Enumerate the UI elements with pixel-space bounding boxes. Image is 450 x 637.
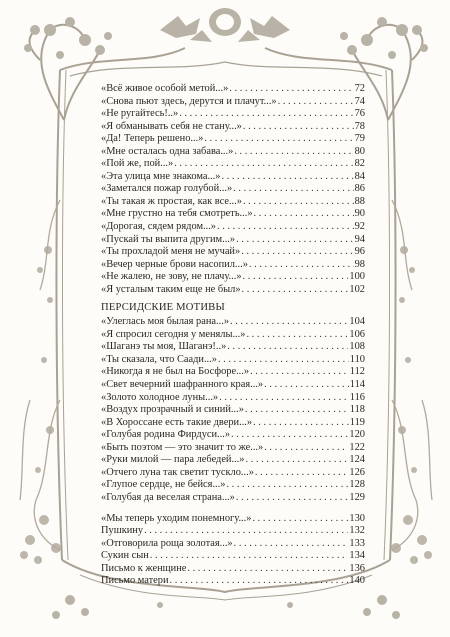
toc-block-2: [101, 316, 365, 504]
table-of-contents: [101, 83, 365, 588]
toc-entry: «Быть поэтом — это значит то же...» . . . 122: [101, 442, 365, 455]
top-ornament: [160, 8, 290, 42]
toc-entry: «Воздух прозрачный и синий...» . . . 118: [101, 404, 365, 417]
toc-entry: «Ты сказала, что Саади...» . . . 110: [101, 354, 365, 367]
toc-entry: «Золото холодное луны...» . . . 116: [101, 392, 365, 405]
toc-entry: «Да! Теперь решено...» . . . 79: [101, 133, 365, 146]
toc-entry: «Вечер черные брови насопил...» . . . 98: [101, 259, 365, 272]
section-heading: ПЕРСИДСКИЕ МОТИВЫ: [101, 302, 225, 314]
toc-entry: «Снова пьют здесь, дерутся и плачут...» . . . 74: [101, 96, 365, 109]
toc-entry: «Дорогая, сядем рядом...» . . . 92: [101, 221, 365, 234]
toc-entry: «Отчего луна так светит тускло...» . . . 126: [101, 467, 365, 480]
toc-entry: «Отговорила роща золотая...» . . . 133: [101, 538, 365, 551]
toc-entry: «Мы теперь уходим понемногу...» . . . 130: [101, 513, 365, 526]
toc-entry: Письмо матери . . . 140: [101, 575, 365, 588]
toc-block-1: [101, 83, 365, 296]
toc-entry: «Не жалею, не зову, не плачу...» . . . 100: [101, 271, 365, 284]
toc-entry: «Голубая да веселая страна...» . . . 129: [101, 492, 365, 505]
toc-entry: Сукин сын . . . 134: [101, 550, 365, 563]
toc-entry: «Никогда я не был на Босфоре...» . . . 112: [101, 366, 365, 379]
toc-entry: «Я обманывать себя не стану...» . . . 78: [101, 121, 365, 134]
toc-entry: «Заметался пожар голубой...» . . . 86: [101, 183, 365, 196]
toc-entry: «Всё живое особой метой...» . . . 72: [101, 83, 365, 96]
toc-entry: «Ты такая ж простая, как все...» . . . 88: [101, 196, 365, 209]
toc-entry: «Пой же, пой...» . . . 82: [101, 158, 365, 171]
toc-entry: «Ты прохладой меня не мучай» . . . 96: [101, 246, 365, 259]
toc-entry: «Голубая родина Фирдуси...» . . . 120: [101, 429, 365, 442]
toc-entry: «Мне осталась одна забава...» . . . 80: [101, 146, 365, 159]
toc-entry: «Эта улица мне знакома...» . . . 84: [101, 171, 365, 184]
toc-entry: «Шаганэ ты моя, Шаганэ!..» . . . 108: [101, 341, 365, 354]
toc-entry: Письмо к женщине . . . 136: [101, 563, 365, 576]
toc-entry: Пушкину . . . 132: [101, 525, 365, 538]
toc-entry: «Свет вечерний шафранного края...» . . . 114: [101, 379, 365, 392]
toc-entry: «Руки милой — пара лебедей...» . . . 124: [101, 454, 365, 467]
toc-entry: «Пускай ты выпита другим...» . . . 94: [101, 234, 365, 247]
toc-entry: «Не ругайтесь!..» . . . 76: [101, 108, 365, 121]
toc-entry: «Мне грустно на тебя смотреть...» . . . 90: [101, 208, 365, 221]
toc-block-3: [101, 513, 365, 588]
toc-entry: «Я усталым таким еще не был» . . . 102: [101, 284, 365, 297]
toc-entry: «Я спросил сегодня у менялы...» . . . 106: [101, 329, 365, 342]
toc-entry: «В Хороссане есть такие двери...» . . . 119: [101, 417, 365, 430]
toc-entry: «Улеглась моя былая рана...» . . . 104: [101, 316, 365, 329]
toc-entry: «Глупое сердце, не бейся...» . . . 128: [101, 479, 365, 492]
